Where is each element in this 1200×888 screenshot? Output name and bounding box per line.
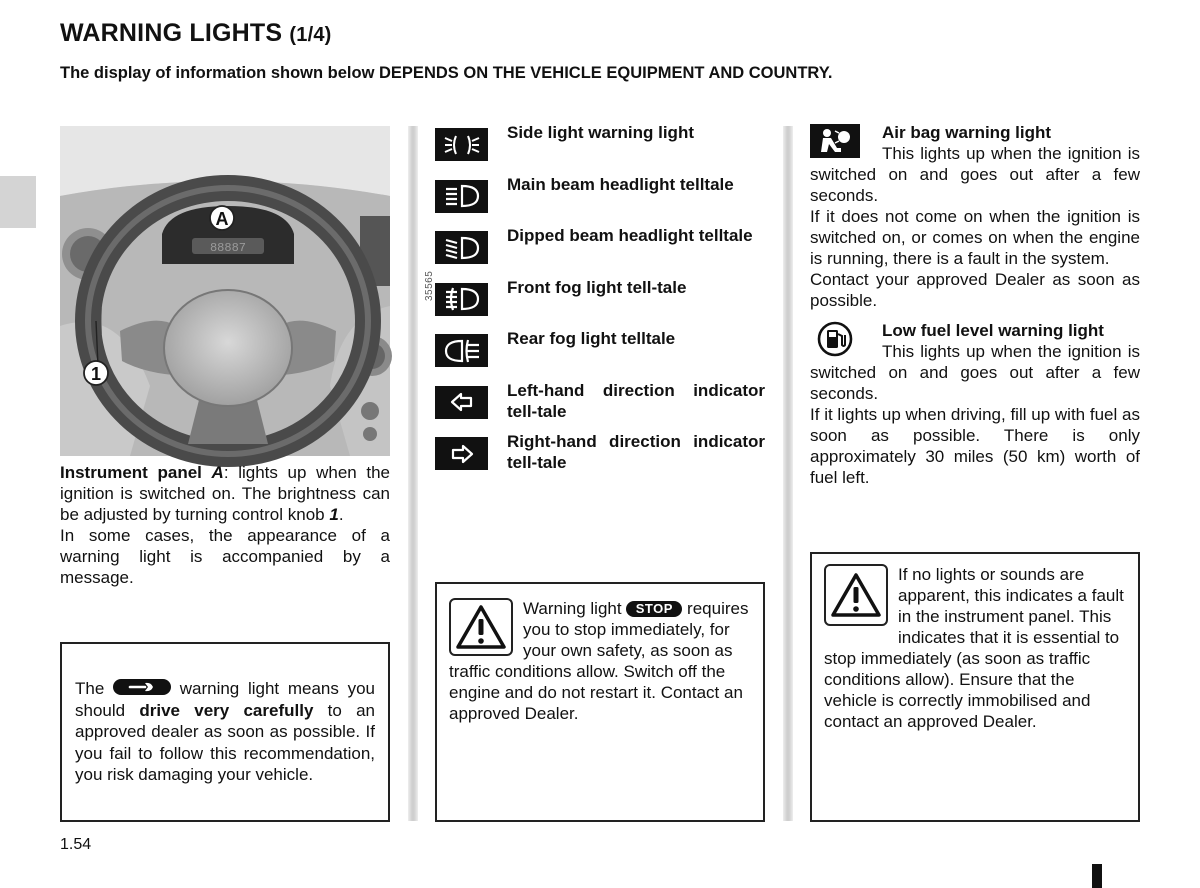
note-bold: drive very carefully bbox=[139, 700, 314, 720]
list-item bbox=[435, 380, 767, 432]
note-mid: warning light means you should bbox=[75, 679, 375, 720]
no-lights-note bbox=[810, 552, 1140, 822]
intro-knob: 1 bbox=[329, 505, 339, 524]
right-arrow-icon bbox=[435, 437, 488, 470]
list-item bbox=[435, 431, 767, 483]
light-label: Main beam headlight telltale bbox=[507, 174, 734, 194]
telltale-list bbox=[435, 122, 767, 483]
list-item bbox=[435, 122, 767, 174]
note-post: to an approved dealer as soon as possible. If you fail to follow this recommendation, you risk damaging your vehicle. bbox=[75, 700, 375, 784]
figure-number: 35565 bbox=[424, 270, 435, 301]
light-label: Dipped beam headlight telltale bbox=[507, 226, 753, 245]
intro-ref: A bbox=[211, 463, 224, 482]
title-text: WARNING LIGHTS bbox=[60, 19, 283, 47]
list-item bbox=[435, 328, 767, 380]
light-label: Right-hand direction indicator tell-tale bbox=[507, 432, 765, 472]
warning-triangle-icon bbox=[824, 564, 888, 626]
callout-1: 1 bbox=[90, 364, 102, 384]
steering-wheel-illustration bbox=[60, 126, 390, 456]
side-light-icon bbox=[435, 128, 488, 161]
stop-warning-note bbox=[435, 582, 765, 822]
airbag-section bbox=[810, 122, 1140, 311]
column-divider bbox=[408, 126, 418, 821]
wrench-icon bbox=[113, 679, 171, 695]
cluster-display: 88887 bbox=[209, 241, 247, 255]
dipped-beam-icon bbox=[435, 231, 488, 264]
list-item bbox=[435, 174, 767, 226]
section-tab bbox=[0, 176, 36, 228]
warning-triangle-icon bbox=[449, 598, 513, 656]
front-fog-icon bbox=[435, 283, 488, 316]
intro-term: Instrument panel bbox=[60, 463, 212, 482]
intro-paragraph bbox=[60, 462, 390, 525]
column-3 bbox=[810, 122, 1140, 497]
fuel-p2: If it lights up when driving, fill up with fuel as soon as possible. There is only approximately 30 miles (50 km) worth of fuel left. bbox=[810, 405, 1140, 487]
column-divider bbox=[783, 126, 793, 821]
airbag-p2: If it does not come on when the ignition is switched on, or comes on when the engine is running, there is a fault in the system. bbox=[810, 207, 1140, 268]
note-pre: The bbox=[75, 679, 105, 698]
airbag-icon bbox=[810, 124, 860, 158]
page-subtitle: The display of information shown below DEPENDS ON THE VEHICLE EQUIPMENT AND COUNTRY. bbox=[60, 64, 833, 82]
dashboard-photo bbox=[60, 126, 435, 456]
title-part: (1/4) bbox=[289, 24, 332, 46]
page-title bbox=[60, 19, 332, 48]
list-item bbox=[435, 277, 767, 329]
airbag-title: Air bag warning light bbox=[882, 123, 1052, 142]
list-item bbox=[435, 225, 767, 277]
fuel-p1: This lights up when the ignition is switched on and goes out after a few seconds. bbox=[810, 342, 1140, 403]
fuel-section bbox=[810, 320, 1140, 488]
light-label: Side light warning light bbox=[507, 123, 694, 142]
stop-note-post: requires you to stop immediately, for your own safety, as soon as traffic conditions allow. Switch off the engine and do not restart it. Contact an approved Dealer. bbox=[449, 599, 749, 723]
stop-icon: STOP bbox=[626, 601, 682, 617]
instrument-panel-text bbox=[60, 462, 390, 588]
airbag-p3: Contact your approved Dealer as soon as possible. bbox=[810, 270, 1140, 310]
airbag-p1: This lights up when the ignition is switched on and goes out after a few seconds. bbox=[810, 144, 1140, 205]
main-beam-icon bbox=[435, 180, 488, 213]
light-label: Rear fog light telltale bbox=[507, 329, 676, 348]
light-label: Left-hand direction indicator tell-tale bbox=[507, 380, 765, 421]
page-number: 1.54 bbox=[60, 836, 92, 853]
callout-a: A bbox=[215, 209, 229, 229]
stop-note-pre: Warning light bbox=[523, 599, 622, 618]
service-warning-note bbox=[60, 642, 390, 822]
cases-paragraph: In some cases, the appearance of a warning light is accompanied by a message. bbox=[60, 526, 390, 587]
rear-fog-icon bbox=[435, 334, 488, 367]
fuel-pump-icon bbox=[810, 322, 860, 356]
no-lights-text: If no lights or sounds are apparent, this indicates a fault in the instrument panel. This indicates that it is essential to stop immediately (as soon as traffic conditions allow). Ensure that the vehicle is correctly immobilised and contact an approved Dealer. bbox=[824, 565, 1124, 731]
fuel-title: Low fuel level warning light bbox=[882, 321, 1104, 340]
intro-text: : lights up when the ignition is switched on. The brightness can be adjusted by turning control knob bbox=[60, 463, 391, 524]
thumb-index-mark bbox=[1092, 864, 1102, 888]
light-label: Front fog light tell-tale bbox=[507, 277, 687, 297]
left-arrow-icon bbox=[435, 386, 488, 419]
intro-end: . bbox=[338, 505, 344, 524]
